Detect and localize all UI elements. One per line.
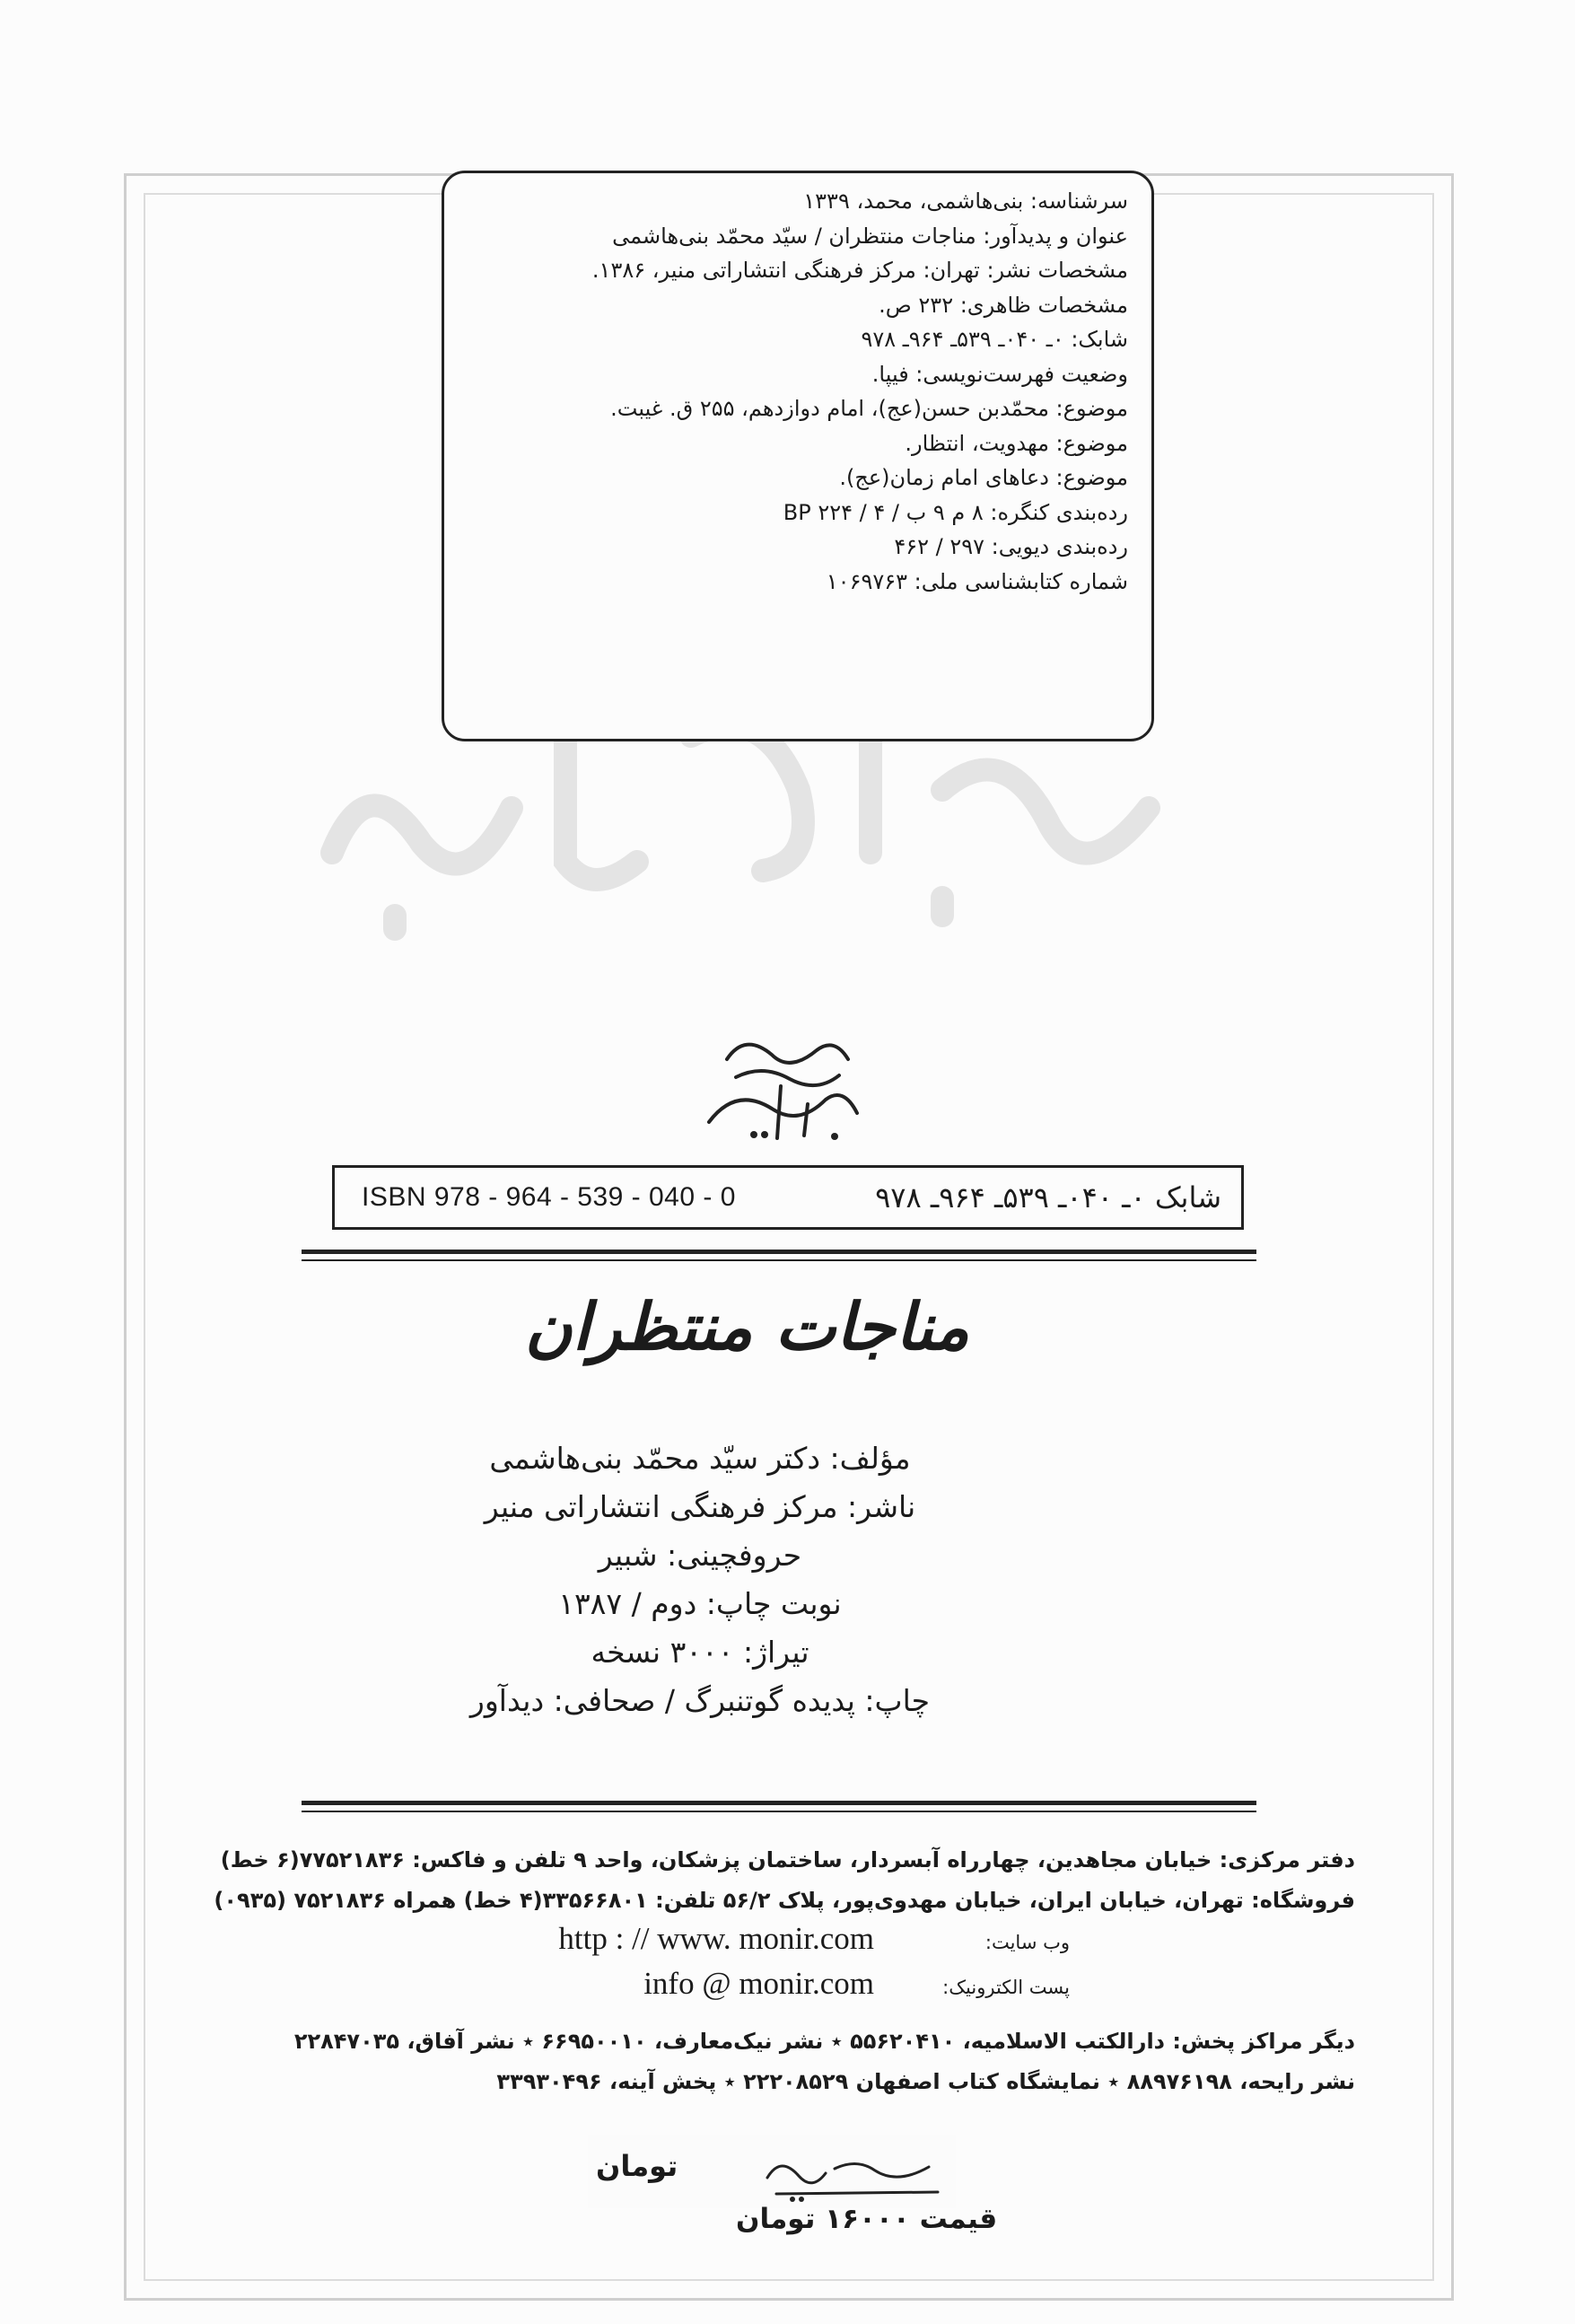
website-link[interactable]: http : // www. monir.com xyxy=(558,1921,874,1956)
isbn-latin: ISBN 978 - 964 - 539 - 040 - 0 xyxy=(362,1182,736,1212)
edition-line: نوبت چاپ: دوم / ۱۳۸۷ xyxy=(558,1586,842,1621)
price-currency: تومان xyxy=(596,2149,678,2183)
cip-line: موضوع: محمّدبن حسن(عج)، امام دوازدهم، ۲۵۵ ق. غیبت. xyxy=(610,396,1128,421)
publisher-logo xyxy=(691,1023,871,1149)
website-label: وب سایت: xyxy=(984,1932,1070,1953)
printing-line: چاپ: پدیده گوتنبرگ / صحافی: دیدآور xyxy=(469,1683,931,1718)
price-label: قیمت ۱۶۰۰۰ تومان xyxy=(736,2203,998,2235)
divider-bottom xyxy=(302,1801,1256,1812)
cip-line: موضوع: مهدویت، انتظار. xyxy=(905,430,1128,456)
cip-line: رده‌بندی کنگره: ۸ م ۹ ب / ۴ / BP ۲۲۴ xyxy=(783,499,1128,525)
isbn-persian: شابک ۰ـ ۰۴۰ـ ۵۳۹ـ ۹۶۴ـ ۹۷۸ xyxy=(875,1180,1221,1215)
office-address: دفتر مرکزی: خیابان مجاهدین، چهارراه آبسردار، ساختمان پزشکان، واحد ۹ تلفن و فاکس: ۷۷۵۲۱۸۳۶(۶ خط) xyxy=(220,1847,1355,1872)
cip-line: وضعیت فهرست‌نویسی: فیپا. xyxy=(871,361,1128,387)
imprint-block xyxy=(377,1434,1023,1725)
cip-line: شابک: ۰ـ ۰۴۰ـ ۵۳۹ـ ۹۶۴ـ ۹۷۸ xyxy=(861,327,1128,352)
cip-line: سرشناسه: بنی‌هاشمی، محمد، ۱۳۳۹ xyxy=(803,189,1128,214)
cataloging-in-publication-box xyxy=(442,171,1154,741)
cip-line: شماره کتابشناسی ملی: ۱۰۶۹۷۶۳ xyxy=(826,568,1128,594)
distributors-line-2: نشر رایحه، ۸۸۹۷۶۱۹۸ ٭ نمایشگاه کتاب اصفهان ۲۲۲۰۸۵۲۹ ٭ پخش آینه، ۳۳۹۳۰۴۹۶ xyxy=(496,2069,1355,2094)
website-row xyxy=(153,1921,1355,1966)
cip-line: رده‌بندی دیویی: ۲۹۷ / ۴۶۲ xyxy=(894,534,1128,559)
book-title: مناجات منتظران xyxy=(524,1288,969,1364)
email-row xyxy=(153,1966,1355,2011)
publisher-line: ناشر: مرکز فرهنگی انتشاراتی منیر xyxy=(484,1489,916,1524)
cip-line: مشخصات ظاهری: ۲۳۲ ص. xyxy=(879,292,1128,318)
email-link[interactable]: info @ monir.com xyxy=(643,1966,874,2001)
store-address: فروشگاه: تهران، خیابان ایران، خیابان مهدوی‌پور، پلاک ۵۶/۲ تلفن: ۳۳۵۶۶۸۰۱(۴ خط) همراه ۷۵۲۱۸۳۶ (۰۹۳۵) xyxy=(214,1888,1355,1913)
distributors-line-1: دیگر مراکز پخش: دارالکتب الاسلامیه، ۵۵۶۲۰۴۱۰ ٭ نشر نیک‌معارف، ۶۶۹۵۰۰۱۰ ٭ نشر آفاق، ۲۲۸۴۷۰۳۵ xyxy=(293,2029,1355,2054)
isbn-box xyxy=(332,1165,1244,1230)
contact-block xyxy=(153,1840,1355,2102)
typesetting-line: حروفچینی: شبیر xyxy=(598,1538,802,1573)
author-line: مؤلف: دکتر سیّد محمّد بنی‌هاشمی xyxy=(489,1441,911,1476)
divider-top xyxy=(302,1250,1256,1261)
email-label: پست الکترونیک: xyxy=(942,1977,1070,1998)
cip-line: موضوع: دعاهای امام زمان(عج). xyxy=(839,465,1128,490)
circulation-line: تیراژ: ۳۰۰۰ نسخه xyxy=(591,1635,809,1670)
cip-line: عنوان و پدیدآور: مناجات منتظران / سیّد محمّد بنی‌هاشمی xyxy=(612,223,1128,249)
cip-line: مشخصات نشر: تهران: مرکز فرهنگی انتشاراتی منیر، ۱۳۸۶. xyxy=(591,258,1128,283)
